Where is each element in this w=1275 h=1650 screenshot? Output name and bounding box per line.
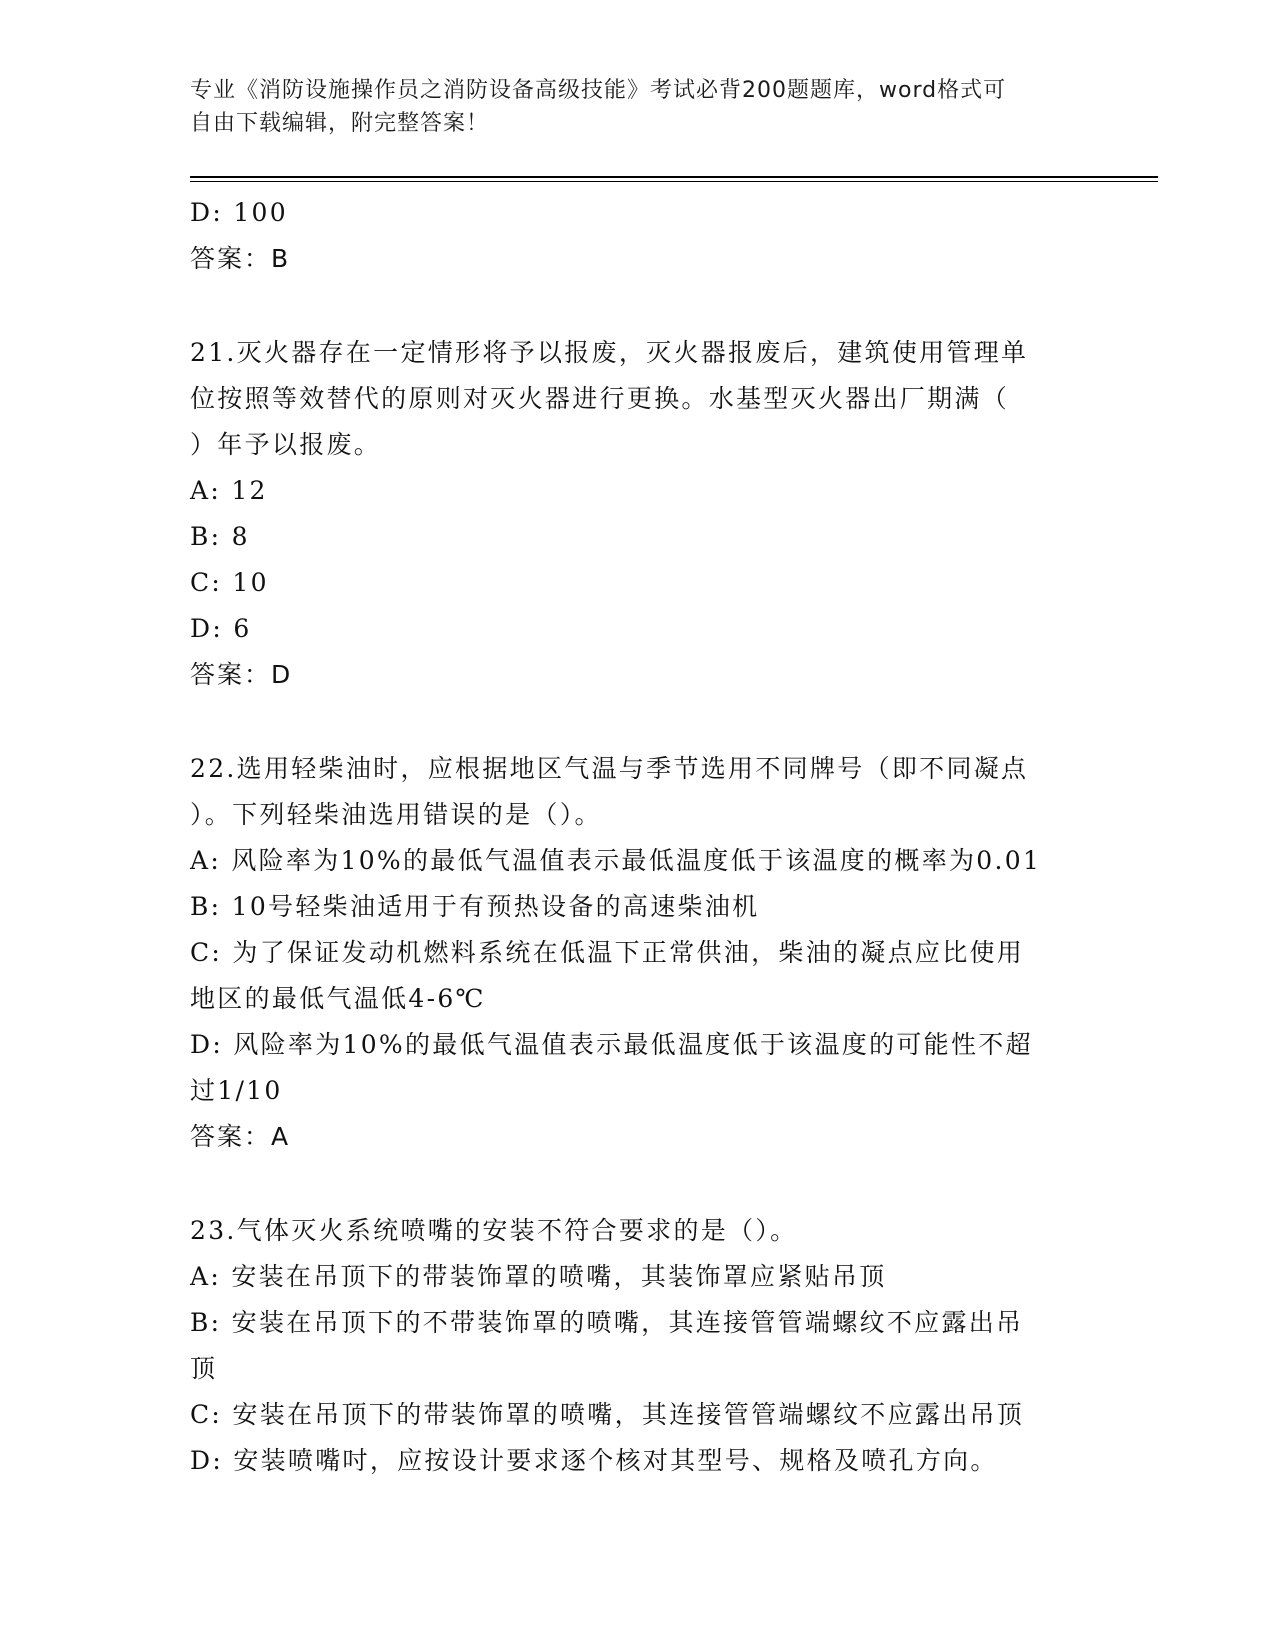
option-c: C: 安装在吊顶下的带装饰罩的喷嘴，其连接管管端螺纹不应露出吊顶 xyxy=(190,1400,1025,1429)
option-c: C: 10 xyxy=(190,568,269,597)
option-a: A: 风险率为10%的最低气温值表示最低温度低于该温度的概率为0.01 xyxy=(190,846,1042,875)
option-b: B: 8 xyxy=(190,522,250,551)
option-d: D: 6 xyxy=(190,614,252,643)
option-a: A: 12 xyxy=(190,476,268,505)
spacer xyxy=(190,282,1090,330)
answer-line: 答案：A xyxy=(190,1122,291,1151)
page-header xyxy=(190,74,1070,140)
option-d: D: 安装喷嘴吋，应按设计要求逐个核对其型号、规格及喷孔方向。 xyxy=(190,1446,998,1475)
question-stem: 21.灭火器存在一定情形将予以报废，灭火器报废后，建筑使用管理单 xyxy=(190,338,1029,367)
option-d: D: 100 xyxy=(190,198,288,227)
option-b-continued: 顶 xyxy=(190,1354,218,1383)
answer-line: 答案：D xyxy=(190,660,293,689)
previous-question-tail xyxy=(190,190,1090,282)
option-c: C: 为了保证发动机燃料系统在低温下正常供油，柴油的凝点应比使用 xyxy=(190,938,1025,967)
option-c-continued: 地区的最低气温低4-6℃ xyxy=(190,984,486,1013)
question-stem: 23.气体灭火系统喷嘴的安装不符合要求的是（）。 xyxy=(190,1216,798,1245)
question-21 xyxy=(190,330,1090,698)
spacer xyxy=(190,698,1090,746)
question-23 xyxy=(190,1208,1090,1484)
option-d: D: 风险率为10%的最低气温值表示最低温度低于该温度的可能性不超 xyxy=(190,1030,1033,1059)
question-stem: 22.选用轻柴油时，应根据地区气温与季节选用不同牌号（即不同凝点 xyxy=(190,754,1029,783)
option-b: B: 安装在吊顶下的不带装饰罩的喷嘴，其连接管管端螺纹不应露出吊 xyxy=(190,1308,1024,1337)
question-content xyxy=(190,190,1090,1484)
answer-line: 答案：B xyxy=(190,244,291,273)
option-b: B: 10号轻柴油适用于有预热设备的高速柴油机 xyxy=(190,892,760,921)
option-a: A: 安装在吊顶下的带装饰罩的喷嘴，其装饰罩应紧贴吊顶 xyxy=(190,1262,887,1291)
header-divider-thin xyxy=(190,181,1158,182)
question-22 xyxy=(190,746,1090,1160)
question-stem: ）。下列轻柴油选用错误的是（）。 xyxy=(190,800,602,829)
header-title-line-2: 自由下载编辑，附完整答案！ xyxy=(190,111,490,136)
header-divider-thick xyxy=(190,176,1158,178)
question-stem: ）年予以报废。 xyxy=(190,430,382,459)
question-stem: 位按照等效替代的原则对灭火器进行更换。水基型灭火器出厂期满（ xyxy=(190,384,1010,413)
option-d-continued: 过1/10 xyxy=(190,1076,283,1105)
header-title-line-1: 专业《消防设施操作员之消防设备高级技能》考试必背200题题库，word格式可 xyxy=(190,78,1007,103)
spacer xyxy=(190,1160,1090,1208)
